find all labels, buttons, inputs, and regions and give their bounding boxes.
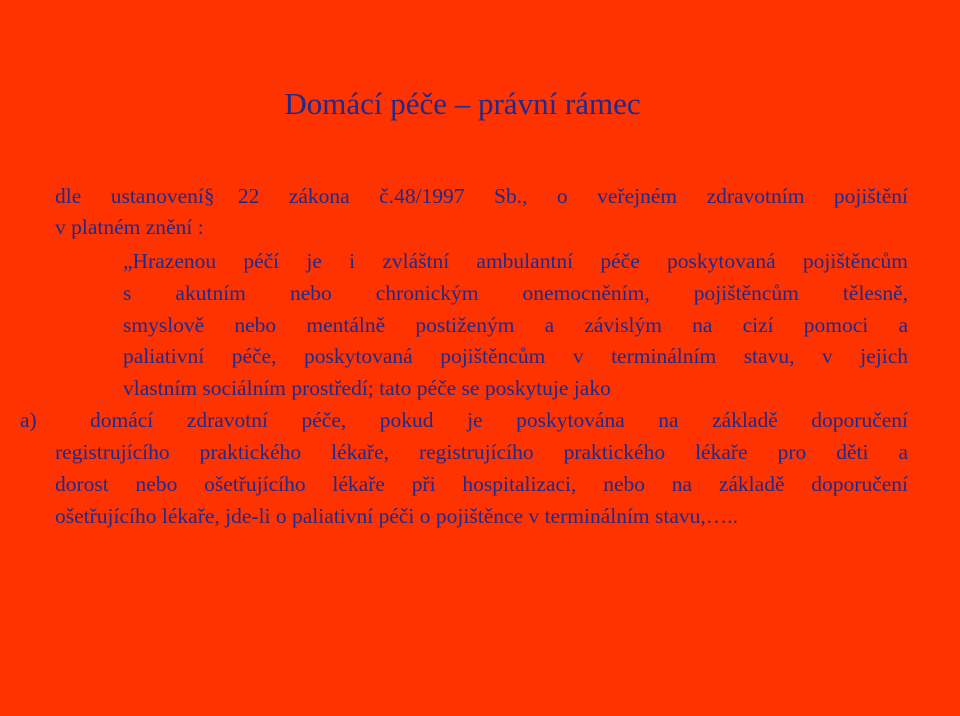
intro-line	[55, 182, 908, 210]
quote-line-4: paliativní péče, poskytovaná pojištěncům v terminálním stavu, v jejich	[123, 344, 908, 368]
item-a-line-2: registrujícího praktického lékaře, registrujícího praktického lékaře pro děti a	[55, 440, 908, 464]
intro-line-2: v platném znění :	[55, 215, 204, 239]
quote-line-3: smyslově nebo mentálně postiženým a závislým na cizí pomoci a	[123, 313, 908, 337]
item-a-marker: a)	[20, 408, 37, 432]
intro-text-end: 22 zákona č.48/1997 Sb., o veřejném zdravotním pojištění	[237, 184, 908, 208]
item-a-line-4: ošetřujícího lékaře, jde-li o paliativní péči o pojištěnce v terminálním stavu,…..	[55, 504, 739, 528]
quote-line-1: „Hrazenou péčí je i zvláštní ambulantní péče poskytovaná pojištěncům	[123, 249, 908, 273]
item-a-line	[20, 406, 908, 434]
slide-title: Domácí péče – právní rámec	[284, 86, 641, 121]
quote-line-2: s akutním nebo chronickým onemocněním, pojištěncům tělesně,	[123, 281, 908, 305]
section-mark: §	[203, 184, 215, 208]
intro-text-start: dle ustanovení	[55, 184, 204, 208]
item-a-text: domácí zdravotní péče, pokud je poskytována na základě doporučení	[90, 408, 908, 432]
quote-line-5: vlastním sociálním prostředí; tato péče se poskytuje jako	[123, 376, 611, 400]
item-a-line-3: dorost nebo ošetřujícího lékaře při hospitalizaci, nebo na základě doporučení	[55, 472, 908, 496]
